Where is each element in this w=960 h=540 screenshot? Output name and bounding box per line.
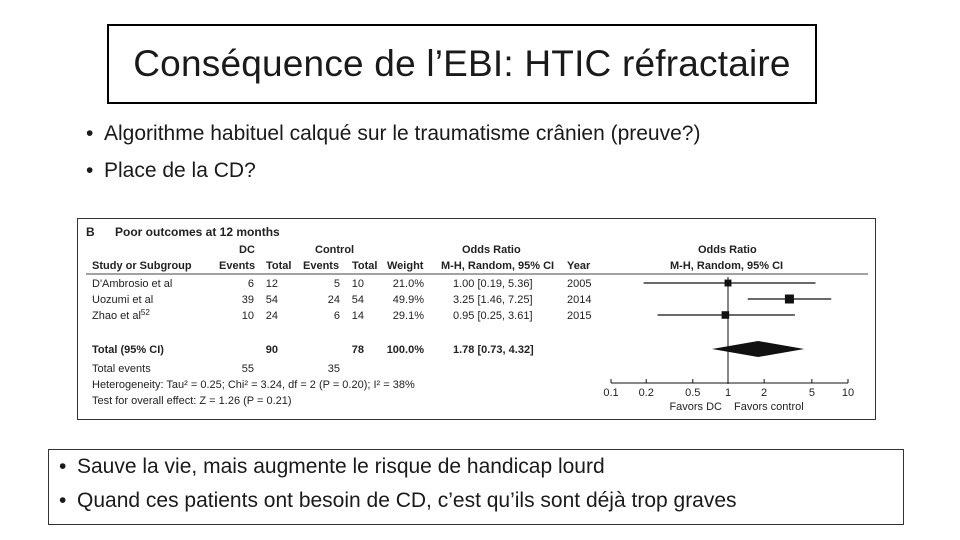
total-dc-cell: 12 <box>265 278 278 290</box>
bullet-item <box>49 489 903 523</box>
x-axis-tick-label: 0.1 <box>603 387 619 399</box>
forest-plot-svg <box>78 219 875 419</box>
study-rows <box>92 278 591 322</box>
panel-title: Poor outcomes at 12 months <box>115 225 280 239</box>
events-control-cell: 6 <box>333 310 340 322</box>
bullet-item <box>86 122 700 159</box>
x-axis-tick-label: 1 <box>724 387 732 399</box>
total-control-cell: 54 <box>351 294 364 306</box>
favors-left-label: Favors DC <box>669 401 722 413</box>
conclusion-box <box>48 449 904 525</box>
total-dc-cell: 54 <box>265 294 278 306</box>
weight-cell: 49.9% <box>392 294 424 306</box>
point-estimate-square <box>785 294 794 303</box>
plot-area <box>603 277 854 413</box>
study-name: Uozumi et al <box>92 294 154 306</box>
bullet-text: Algorithme habituel calqué sur le traumatisme crânien (preuve?) <box>104 122 701 145</box>
total-control-cell: 14 <box>351 310 364 322</box>
or-header: Odds Ratio <box>462 244 521 256</box>
or-cell: 1.00 [0.19, 5.36] <box>453 278 533 290</box>
x-axis-tick-label: 2 <box>761 387 768 399</box>
study-name-superscript: 52 <box>140 308 150 317</box>
x-axis-tick-label: 5 <box>808 387 815 399</box>
col-year: Year <box>567 260 591 272</box>
total-control: 78 <box>351 344 364 356</box>
bullet-marker: • <box>59 455 67 478</box>
total-dc: 90 <box>265 344 278 356</box>
overall-effect-text: Test for overall effect: Z = 1.26 (P = 0.21) <box>92 395 292 407</box>
total-control-cell: 10 <box>351 278 364 290</box>
bullet-text: Sauve la vie, mais augmente le risque de handicap lourd <box>77 455 605 478</box>
total-or: 1.78 [0.73, 4.32] <box>453 344 534 356</box>
bullet-text: Place de la CD? <box>104 159 256 182</box>
x-axis-tick-label: 0.5 <box>685 387 701 399</box>
bullet-marker: • <box>86 159 94 182</box>
year-cell: 2014 <box>567 294 592 306</box>
col-total-dc: Total <box>266 260 292 272</box>
plot-header: Odds Ratio <box>698 244 757 256</box>
heterogeneity-text: Heterogeneity: Tau² = 0.25; Chi² = 3.24, df = 2 (P = 0.20); I² = 38% <box>92 379 415 391</box>
col-weight: Weight <box>387 260 424 272</box>
study-name: D'Ambrosio et al <box>92 278 173 290</box>
forest-plot-figure <box>77 218 876 420</box>
x-axis-tick-label: 0.2 <box>638 387 654 399</box>
col-events-control: Events <box>303 260 340 272</box>
or-cell: 0.95 [0.25, 3.61] <box>453 310 533 322</box>
bullet-marker: • <box>86 122 94 145</box>
year-cell: 2005 <box>567 278 592 290</box>
or-cell: 3.25 [1.46, 7.25] <box>453 294 533 306</box>
top-bullet-list <box>86 122 700 196</box>
total-weight: 100.0% <box>386 344 424 356</box>
title-box <box>107 24 817 104</box>
group-dc-header: DC <box>239 244 255 256</box>
group-control-header: Control <box>315 244 355 256</box>
events-control-cell: 24 <box>327 294 340 306</box>
total-dc-cell: 24 <box>265 310 278 322</box>
events-dc-cell: 10 <box>241 310 254 322</box>
bullet-item <box>49 455 903 489</box>
slide-title: Conséquence de l’EBI: HTIC réfractaire <box>133 43 791 84</box>
total-events-control: 35 <box>327 363 340 375</box>
bullet-text: Quand ces patients ont besoin de CD, c’est qu’ils sont déjà trop graves <box>77 489 737 512</box>
favors-right-label: Favors control <box>734 401 804 413</box>
study-name: Zhao et $al^{52}$ <box>92 308 150 322</box>
total-events-label: Total events <box>92 363 151 375</box>
pooled-diamond <box>712 341 804 357</box>
events-control-cell: 5 <box>333 278 340 290</box>
col-or-method: M-H, Random, 95% CI <box>441 260 555 272</box>
weight-cell: 21.0% <box>392 278 424 290</box>
weight-cell: 29.1% <box>392 310 424 322</box>
bullet-marker: • <box>59 489 67 512</box>
bullet-item <box>86 159 700 196</box>
total-label: Total (95% CI) <box>92 344 164 356</box>
events-dc-cell: 39 <box>241 294 254 306</box>
plot-method: M-H, Random, 95% CI <box>670 260 784 272</box>
col-events-dc: Events <box>219 260 256 272</box>
col-study: Study or Subgroup <box>92 260 192 272</box>
events-dc-cell: 6 <box>247 278 254 290</box>
x-axis-tick-label: 10 <box>841 387 855 399</box>
panel-label: B <box>86 225 95 239</box>
total-events-dc: 55 <box>241 363 254 375</box>
col-total-control: Total <box>352 260 378 272</box>
year-cell: 2015 <box>567 310 592 322</box>
